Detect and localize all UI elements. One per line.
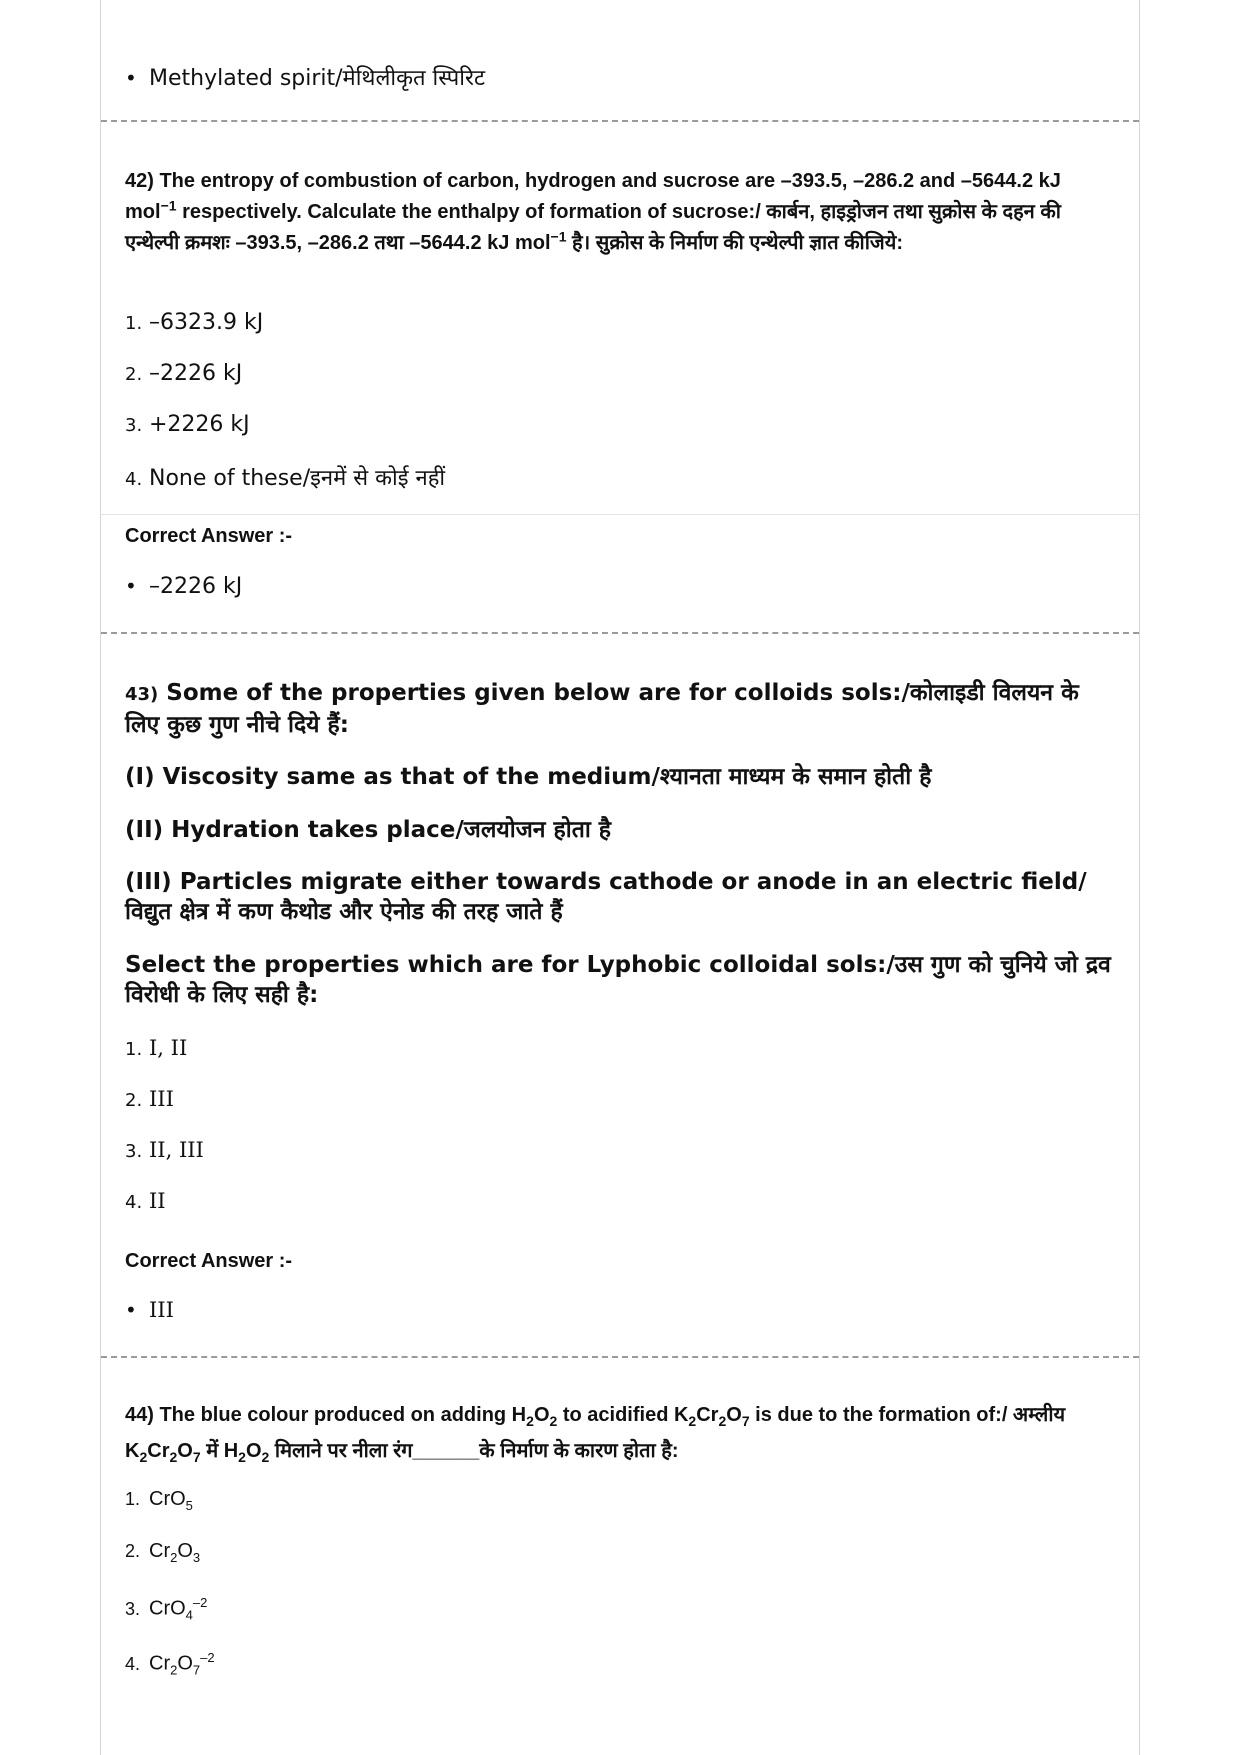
q44-sub: 2 [526, 1413, 534, 1429]
q44-option-4[interactable] [125, 1650, 1115, 1678]
q44-text: to acidified K [557, 1404, 689, 1426]
q43-number: 43) [125, 684, 159, 705]
q44-text: Cr [696, 1404, 719, 1426]
q42-option-4[interactable] [125, 462, 1115, 492]
q41-answer [125, 62, 1115, 92]
option-sup: –2 [192, 1595, 208, 1610]
q44-text: is due to the formation of:/ अम्लीय K [125, 1404, 1066, 1462]
q42-option-2[interactable] [125, 361, 1115, 386]
answer-separator [101, 514, 1139, 515]
option-number: 1. [125, 313, 143, 334]
q43-option-3[interactable] [125, 1138, 1115, 1162]
bullet-icon: • [125, 1298, 137, 1322]
q44-sub: 7 [741, 1413, 750, 1429]
q42-option-3[interactable] [125, 412, 1115, 437]
q44-option-2[interactable] [125, 1540, 1115, 1565]
q43-select: Select the properties which are for Lyphobic colloidal sols:/उस गुण को चुनिये जो द्रव विरोधी के लिए सही है: [125, 952, 1111, 1008]
option-number: 3. [125, 1598, 141, 1619]
option-number: 1. [125, 1039, 143, 1060]
q42-correct-answer [125, 574, 1115, 599]
q44-text: O [177, 1440, 193, 1462]
q42-option-1[interactable] [125, 310, 1115, 335]
option-number: 3. [125, 415, 143, 436]
q42-sup-b: −1 [550, 228, 567, 245]
option-text: –2226 kJ [149, 361, 243, 386]
q44-option-3[interactable] [125, 1595, 1115, 1623]
q43-intro [125, 678, 1115, 740]
q44-text: O [245, 1440, 262, 1462]
q43-intro-text: Some of the properties given below are for colloids sols:/कोलाइडी विलयन के लिए कुछ गुण नीचे दिये हैं: [125, 680, 1079, 738]
q44-sub: 7 [192, 1449, 201, 1465]
option-sub: 3 [192, 1550, 201, 1565]
q42-text-a: The entropy of combustion of carbon, hydrogen and sucrose are –393.5, –286.2 and –5644.2 kJ mol [125, 170, 1061, 223]
q44-sub: 2 [261, 1449, 270, 1465]
q43-option-4[interactable] [125, 1189, 1115, 1213]
option-number: 4. [125, 1653, 141, 1674]
option-text: Cr [149, 1652, 171, 1675]
bullet-icon: • [125, 574, 137, 598]
option-text: Cr [149, 1540, 171, 1562]
option-number: 2. [125, 364, 143, 385]
option-sub: 5 [185, 1498, 193, 1513]
q44-sub: 2 [238, 1449, 246, 1465]
bullet-icon: • [125, 66, 137, 90]
q42-sup-a: −1 [160, 197, 177, 214]
page-frame [100, 0, 1140, 1755]
option-text: CrO [149, 1597, 186, 1620]
option-number: 2. [125, 1090, 143, 1111]
option-number: 3. [125, 1141, 143, 1162]
q43-property-3: (III) Particles migrate either towards cathode or anode in an electric field/ विद्युत क्षेत्र में कण कैथोड और ऐनोड की तरह जाते हैं [125, 869, 1087, 925]
q44-question [125, 1400, 1115, 1472]
q43-correct-value: III [149, 1298, 174, 1322]
option-text: II [149, 1189, 166, 1213]
q44-sub: 2 [549, 1413, 558, 1429]
option-text: +2226 kJ [149, 412, 250, 437]
q44-sub: 2 [169, 1449, 178, 1465]
q44-text: मिलाने पर नीला रंग______के निर्माण के कारण होता है: [269, 1440, 679, 1462]
q44-sub: 2 [139, 1449, 148, 1465]
q44-text: The blue colour produced on adding H [159, 1404, 527, 1426]
option-number: 1. [125, 1489, 141, 1509]
q42-correct-label: Correct Answer :- [125, 525, 293, 547]
q41-answer-text: Methylated spirit/मेथिलीकृत स्पिरिट [149, 66, 486, 91]
option-sup: –2 [200, 1650, 215, 1665]
q44-option-1[interactable] [125, 1488, 1115, 1513]
q44-sub: 2 [688, 1413, 697, 1429]
q43-property-1: (I) Viscosity same as that of the medium/श्यानता माध्यम के समान होती है [125, 764, 932, 790]
option-text: III [149, 1087, 174, 1111]
q42-correct-value: –2226 kJ [149, 574, 243, 599]
q44-number: 44) [125, 1404, 154, 1426]
option-sub: 4 [185, 1607, 193, 1623]
option-number: 4. [125, 1192, 143, 1213]
option-number: 4. [125, 469, 143, 490]
q44-text: O [533, 1404, 550, 1426]
option-text: CrO [149, 1488, 186, 1510]
q43-option-1[interactable] [125, 1036, 1115, 1060]
q44-text: O [726, 1404, 742, 1426]
option-sub: 2 [170, 1550, 178, 1565]
option-text: O [177, 1652, 193, 1675]
option-text: I, II [149, 1036, 188, 1060]
q42-text-c: है। सुक्रोस के निर्माण की एन्थेल्पी ज्ञात कीजिये: [566, 232, 904, 254]
q43-property-2: (II) Hydration takes place/जलयोजन होता है [125, 817, 612, 843]
q42-question [125, 166, 1115, 259]
q44-text: Cr [147, 1440, 170, 1462]
option-text: II, III [149, 1138, 204, 1162]
q43-correct-answer [125, 1298, 1115, 1322]
q44-text: में H [200, 1440, 239, 1462]
q43-correct-label: Correct Answer :- [125, 1250, 293, 1272]
question-divider [101, 120, 1139, 122]
q42-text-b: respectively. Calculate the enthalpy of formation of sucrose:/ कार्बन, हाइड्रोजन तथा सुक्रोस के दहन की एन्थेल्पी क्रमशः –393.5, –286.2 तथा –5644.2 kJ mol [125, 201, 1061, 254]
question-divider [101, 632, 1139, 634]
option-text: None of these/इनमें से कोई नहीं [149, 466, 446, 491]
q43-option-2[interactable] [125, 1087, 1115, 1111]
option-sub: 2 [170, 1662, 178, 1678]
q42-number: 42) [125, 170, 154, 192]
question-divider [101, 1356, 1139, 1358]
option-text: –6323.9 kJ [149, 310, 264, 335]
option-text: O [177, 1540, 193, 1562]
q44-sub: 2 [718, 1413, 727, 1429]
option-number: 2. [125, 1541, 141, 1561]
option-sub: 7 [192, 1662, 201, 1678]
